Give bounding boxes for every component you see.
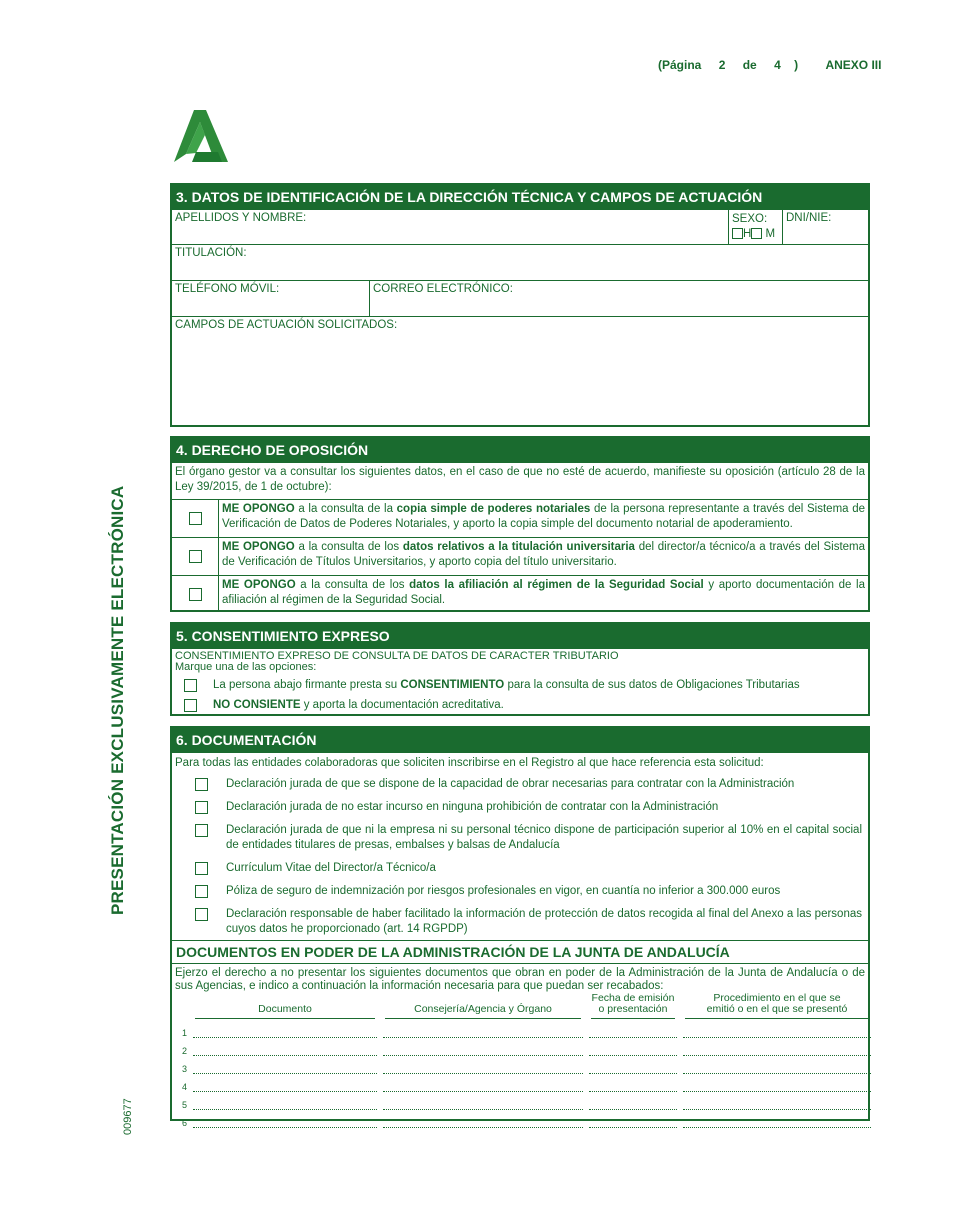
ejerzo-text: Ejerzo el derecho a no presentar los siguientes documentos que obran en poder de la Administración de la Junta de Andalucía o de sus Agencias, e indico a continuación la información necesaria para que puedan ser recabados: — [175, 967, 865, 992]
titulacion-field[interactable] — [172, 245, 868, 280]
page-total: 4 — [774, 58, 781, 72]
titulacion-label: TITULACIÓN: — [175, 247, 247, 259]
section-5 — [170, 622, 870, 716]
consentimiento-2-checkbox[interactable] — [184, 699, 197, 712]
sexo-h-label: H — [743, 228, 752, 240]
row-procedimiento-input[interactable] — [683, 1074, 871, 1092]
consentimiento-subtitle: CONSENTIMIENTO EXPRESO DE CONSULTA DE DATOS DE CARACTER TRIBUTARIO — [175, 650, 619, 662]
correo-label: CORREO ELECTRÓNICO: — [373, 283, 513, 295]
documentos-table-row — [179, 1110, 871, 1128]
anexo-label: ANEXO III — [825, 58, 882, 72]
consentimiento-2-text: NO CONSIENTE y aporta la documentación acreditativa. — [213, 699, 504, 711]
row-procedimiento-input[interactable] — [683, 1020, 871, 1038]
oposicion-option-1 — [172, 499, 868, 537]
oposicion-2-text: ME OPONGO a la consulta de los datos relativos a la titulación universitaria del director/a técnico/a a través del Sistema de Verificación de Títulos Universitarios, y aporto copia del título universitario. — [222, 541, 866, 568]
section-5-body — [172, 648, 868, 715]
de-label: de — [742, 58, 757, 72]
row-number: 4 — [182, 1081, 188, 1092]
oposicion-2-checkbox[interactable] — [189, 550, 202, 563]
row-number: 6 — [182, 1117, 188, 1128]
section-6-title: 6. DOCUMENTACIÓN — [172, 728, 868, 752]
consentimiento-option-1 — [175, 678, 865, 693]
dni-label: DNI/NIE: — [786, 212, 832, 224]
doc-1-checkbox[interactable] — [195, 778, 208, 791]
documentos-table-row — [179, 1092, 871, 1110]
documentos-poder-title: DOCUMENTOS EN PODER DE LA ADMINISTRACIÓN DE LA JUNTA DE ANDALUCÍA — [172, 940, 868, 964]
row-consejeria-input[interactable] — [383, 1110, 583, 1128]
row-number: 1 — [182, 1027, 188, 1038]
row-consejeria-input[interactable] — [383, 1056, 583, 1074]
oposicion-1-text: ME OPONGO a la consulta de la copia simple de poderes notariales de la persona representante a través del Sistema de Verificación de Datos de Poderes Notariales, y aporto la copia simple del documento notarial de apoderamiento. — [222, 503, 866, 530]
row-documento-input[interactable] — [193, 1092, 377, 1110]
vertical-presentation-text: PRESENTACIÓN EXCLUSIVAMENTE ELECTRÓNICA — [108, 485, 127, 915]
documentos-table — [179, 993, 871, 1128]
section-4-title: 4. DERECHO DE OPOSICIÓN — [172, 438, 868, 462]
row-titulacion — [172, 244, 868, 280]
oposicion-3-text: ME OPONGO a la consulta de los datos la afiliación al régimen de la Seguridad Social y aporto documentación de la afiliación al régimen de la Seguridad Social. — [222, 579, 865, 606]
col-procedimiento: Procedimiento en el que se emitió o en el que se presentó — [685, 993, 869, 1019]
row-documento-input[interactable] — [193, 1056, 377, 1074]
col-documento: Documento — [195, 1004, 375, 1019]
sexo-m-checkbox[interactable] — [751, 228, 762, 239]
row-documento-input[interactable] — [193, 1020, 377, 1038]
row-fecha-input[interactable] — [589, 1074, 677, 1092]
row-campos — [172, 316, 868, 427]
campos-label: CAMPOS DE ACTUACIÓN SOLICITADOS: — [175, 319, 398, 331]
doc-1-text: Declaración jurada de que se dispone de la capacidad de obrar necesarias para contratar con la Administración — [226, 778, 795, 790]
form-code: 009677 — [122, 1098, 134, 1135]
row-procedimiento-input[interactable] — [683, 1092, 871, 1110]
doc-5-checkbox[interactable] — [195, 885, 208, 898]
row-procedimiento-input[interactable] — [683, 1038, 871, 1056]
section-4 — [170, 436, 870, 612]
row-documento-input[interactable] — [193, 1110, 377, 1128]
oposicion-option-2 — [172, 537, 868, 575]
section-4-intro: El órgano gestor va a consultar los siguientes datos, en el caso de que no esté de acuerdo, manifieste su oposición (artículo 28 de la Ley 39/2015, de 1 de octubre): — [175, 466, 865, 493]
section-5-title: 5. CONSENTIMIENTO EXPRESO — [172, 624, 868, 648]
sexo-m-label: M — [765, 228, 776, 240]
row-fecha-input[interactable] — [589, 1092, 677, 1110]
documentos-table-row — [179, 1074, 871, 1092]
doc-item-4 — [175, 861, 865, 876]
doc-item-2 — [175, 800, 865, 815]
row-fecha-input[interactable] — [589, 1020, 677, 1038]
doc-6-checkbox[interactable] — [195, 908, 208, 921]
documentos-poder-body — [172, 964, 868, 1128]
row-consejeria-input[interactable] — [383, 1092, 583, 1110]
apellidos-field[interactable] — [172, 210, 728, 244]
section-6-intro: Para todas las entidades colaboradoras que soliciten inscribirse en el Registro al que hace referencia esta solicitud: — [175, 757, 764, 769]
row-fecha-input[interactable] — [589, 1038, 677, 1056]
doc-5-text: Póliza de seguro de indemnización por riesgos profesionales en vigor, en cuantía no inferior a 300.000 euros — [226, 885, 781, 897]
row-procedimiento-input[interactable] — [683, 1056, 871, 1074]
page-header — [658, 58, 881, 72]
doc-item-5 — [175, 884, 865, 899]
correo-field[interactable] — [369, 281, 868, 316]
row-procedimiento-input[interactable] — [683, 1110, 871, 1128]
documentos-table-row — [179, 1020, 871, 1038]
row-consejeria-input[interactable] — [383, 1074, 583, 1092]
col-fecha: Fecha de emisión o presentación — [591, 993, 675, 1019]
sexo-field — [728, 210, 782, 244]
row-consejeria-input[interactable] — [383, 1038, 583, 1056]
doc-item-6 — [175, 907, 865, 937]
telefono-label: TELÉFONO MÓVIL: — [175, 283, 280, 295]
consentimiento-option-2 — [175, 698, 865, 713]
section-3-title: 3. DATOS DE IDENTIFICACIÓN DE LA DIRECCIÓN TÉCNICA Y CAMPOS DE ACTUACIÓN — [172, 185, 868, 209]
sexo-label: SEXO: — [732, 213, 768, 225]
row-fecha-input[interactable] — [589, 1110, 677, 1128]
row-documento-input[interactable] — [193, 1038, 377, 1056]
row-apellidos — [172, 209, 868, 244]
doc-4-text: Currículum Vitae del Director/a Técnico/a — [226, 862, 436, 874]
oposicion-3-checkbox[interactable] — [189, 588, 202, 601]
doc-item-1 — [175, 777, 865, 792]
row-number: 3 — [182, 1063, 188, 1074]
row-fecha-input[interactable] — [589, 1056, 677, 1074]
marque-label: Marque una de las opciones: — [175, 661, 317, 673]
doc-4-checkbox[interactable] — [195, 862, 208, 875]
doc-item-3 — [175, 823, 865, 853]
section-4-intro-row — [172, 462, 868, 499]
pagina-label: (Página — [658, 58, 702, 72]
section-3 — [170, 183, 870, 427]
row-consejeria-input[interactable] — [383, 1020, 583, 1038]
consentimiento-1-text: La persona abajo firmante presta su CONSENTIMIENTO para la consulta de sus datos de Obligaciones Tributarias — [213, 679, 800, 691]
oposicion-1-checkbox[interactable] — [189, 512, 202, 525]
doc-6-text: Declaración responsable de haber facilitado la información de protección de datos recogida al final del Anexo a las personas cuyos datos he proporcionado (art. 14 RGPDP) — [226, 908, 862, 935]
doc-2-checkbox[interactable] — [195, 801, 208, 814]
section-6-body — [172, 752, 868, 940]
row-number: 2 — [182, 1045, 188, 1056]
row-number: 5 — [182, 1099, 188, 1110]
consentimiento-1-checkbox[interactable] — [184, 679, 197, 692]
col-consejeria: Consejería/Agencia y Órgano — [385, 1004, 581, 1019]
apellidos-label: APELLIDOS Y NOMBRE: — [175, 212, 307, 224]
doc-3-checkbox[interactable] — [195, 824, 208, 837]
documentos-table-row — [179, 1056, 871, 1074]
junta-andalucia-logo-icon — [170, 108, 232, 164]
sexo-h-checkbox[interactable] — [732, 228, 743, 239]
campos-field[interactable] — [172, 317, 868, 427]
row-contacto — [172, 280, 868, 316]
row-documento-input[interactable] — [193, 1074, 377, 1092]
page-number: 2 — [718, 58, 726, 72]
doc-3-text: Declaración jurada de que ni la empresa ni su personal técnico dispone de participación superior al 10% en el capital social de entidades titulares de presas, embalses y balsas de Andalucía — [226, 824, 862, 851]
documentos-table-row — [179, 1038, 871, 1056]
page-close: ) — [794, 58, 799, 72]
telefono-field[interactable] — [172, 281, 369, 316]
section-6 — [170, 726, 870, 1128]
dni-field[interactable] — [782, 210, 868, 244]
doc-2-text: Declaración jurada de no estar incurso en ninguna prohibición de contratar con la Administración — [226, 801, 719, 813]
oposicion-option-3 — [172, 575, 868, 612]
